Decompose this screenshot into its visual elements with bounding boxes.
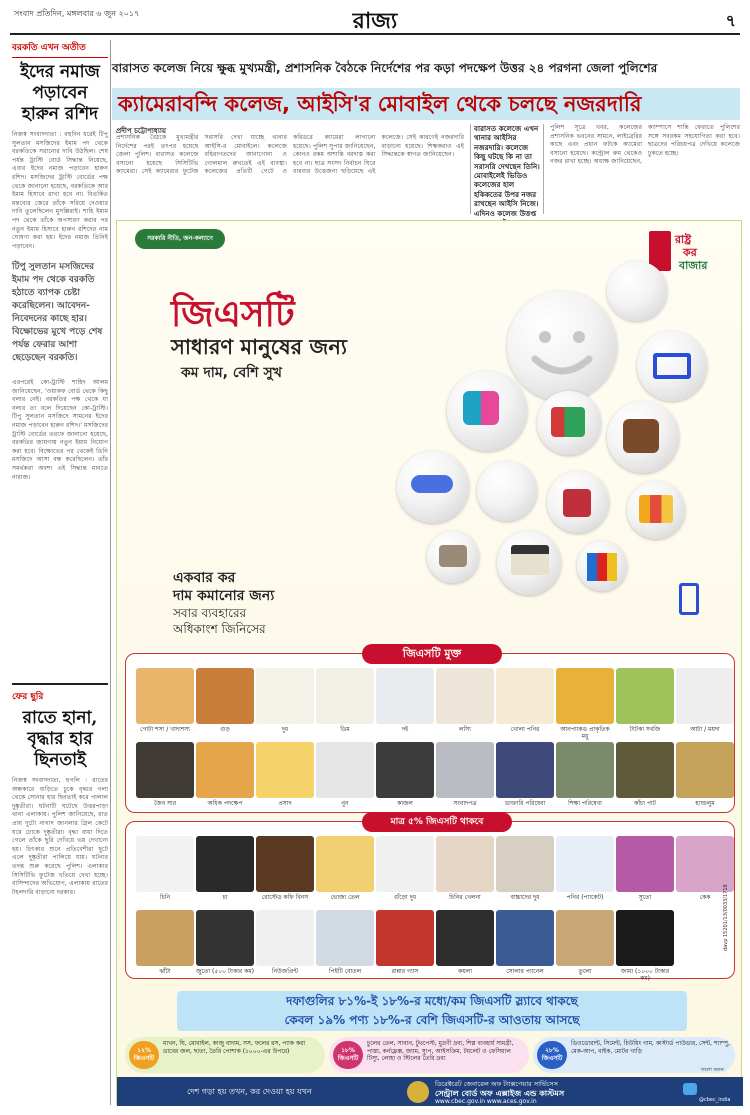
product-caption: কেক — [699, 894, 711, 901]
banner-line-1: দফাগুলির ৮১%-ই ১৮%-র মধ্যে/কম জিএসটি স্ল্যাবে থাকছে — [286, 994, 578, 1008]
product-caption: জৈব সার — [153, 800, 177, 807]
gst-tagline: কম দাম, বেশি সুখ — [181, 365, 282, 381]
davp-code: davp 15201/13/0033/1718 — [723, 884, 729, 951]
product-tile — [136, 910, 194, 984]
product-image — [616, 910, 674, 966]
product-caption: জুতো (৫০০ টাকার কম) — [196, 968, 254, 975]
product-tile — [436, 742, 494, 816]
product-image — [436, 742, 494, 798]
product-caption: চা — [222, 894, 228, 901]
gst-free-section — [125, 647, 735, 813]
product-image — [256, 836, 314, 892]
shoes-icon — [411, 475, 453, 493]
badge-left-text: সরকারি নীতি, জন-কল্যাণে — [147, 235, 213, 242]
product-image — [256, 742, 314, 798]
issue-date: মঙ্গলবার ৬ জুন ২০১৭ — [66, 9, 140, 18]
slab-12-label: ১২% জিএসটি — [129, 1041, 159, 1069]
product-tile — [316, 910, 374, 984]
banner-line-2: কেবল ১৯% পণ্য ১৮%-র বেশি জিএসটি-র আওতায় আসছে — [284, 1013, 580, 1027]
product-tile — [556, 836, 614, 910]
product-caption: ডিম — [340, 726, 350, 733]
product-image — [556, 742, 614, 798]
product-caption: শিক্ষা পরিষেবা — [568, 800, 602, 807]
tv-icon — [653, 353, 691, 379]
lead-headline: ক্যামেরাবন্দি কলেজ, আইসি'র মোবাইল থেকে চলছে নজরদারি — [112, 88, 740, 120]
product-caption: রান্নার গ্যাস — [391, 968, 419, 975]
product-tile — [256, 668, 314, 742]
lead-byline: প্রদীপ চট্টোপাধ্যায় — [116, 127, 167, 135]
product-tile — [256, 742, 314, 816]
product-tile — [496, 668, 554, 742]
puzzle-icon — [563, 489, 591, 517]
product-tile — [256, 836, 314, 910]
twitter-handle: @cbec_india — [699, 1097, 731, 1103]
logo-word-1: রাষ্ট্র — [675, 233, 692, 246]
product-image — [436, 836, 494, 892]
product-image — [496, 910, 554, 966]
footer-org-2: সেন্ট্রাল বোর্ড অফ এক্সাইজ এন্ড কাস্টমস — [435, 1089, 565, 1098]
story1-kicker: বরকতি এখন অতীত — [12, 40, 108, 58]
slab-18 — [329, 1037, 529, 1073]
smiley-icon — [517, 311, 607, 391]
product-caption: বাচ্চাদের দুধ — [510, 894, 540, 901]
product-caption: আটা / ময়দা — [690, 726, 720, 733]
product-image — [316, 910, 374, 966]
product-caption: চিনির খেলনা — [449, 894, 481, 901]
product-tile — [376, 910, 434, 984]
product-image — [556, 910, 614, 966]
product-tile — [676, 742, 734, 816]
product-caption: দুধ — [281, 726, 289, 733]
product-tile — [196, 742, 254, 816]
slogan-line-2: দাম কমানোর জন্য — [173, 588, 275, 604]
paint-tubes-icon — [639, 495, 673, 523]
story2-kicker: ফের ছুরি — [12, 692, 44, 702]
product-image — [376, 836, 434, 892]
product-image — [496, 668, 554, 724]
product-caption: পনির (প্যাকেট) — [566, 894, 604, 901]
product-image — [196, 742, 254, 798]
slab-28-label: ২৮% জিএসটি — [537, 1041, 567, 1069]
product-caption: ঝাঁটা — [159, 968, 171, 975]
story1-body-continued: এরপরেই কো-ট্রাস্টি শাহিদ আলম জানিয়েছেন, 'ওয়াকফ বোর্ড থেকে কিছু বলার নেই। বরকতির পক্ষ থেকে যা বলার তা বলে দিয়েছেন কো-ট্রাস্টি। টিপু সুলতান মসজিদে সামনের ইদের নমাজ পড়াবেন হারুন রশিদ।' মসজিদের ট্রাস্টি বোর্ডের তরফে জানানো হয়েছে, বরকতির জায়গায় নতুন ইমাম নিয়োগ করা হবে। বিক্ষোভের পর থেকেই তিনি মসজিদে আসা বন্ধ করেছিলেন। তাঁর সমর্থকরা অবশ্য এই সিদ্ধান্ত মানতে নারাজ। — [12, 379, 108, 481]
product-tile — [496, 742, 554, 816]
gst-subtitle: সাধারণ মানুষের জন্য — [171, 335, 347, 359]
product-tile — [556, 668, 614, 742]
product-image — [616, 668, 674, 724]
ad-footer — [117, 1067, 743, 1106]
product-caption: দই — [401, 726, 409, 733]
product-tile — [196, 668, 254, 742]
product-tile — [436, 910, 494, 984]
product-image — [616, 836, 674, 892]
lead-strapline: বারাসত কলেজ নিয়ে ক্ষুব্ধ মুখ্যমন্ত্রী, প্রশাসনিক বৈঠকে নির্দেশের পর কড়া পদক্ষেপ উত্তর ২৪ পরগনা জেলা পুলিশের — [112, 61, 658, 75]
lead-callout: বারাসত কলেজে এখন থানার আইসির নজরদারি। কলেজে কিছু ঘটছে কি না তা সরাসরি দেখছেন তিনি। মোবাইলেই ভিডিও কলেজের হাল হকিকতের উপর নজর রাখছেন আইসি নিজে। এদিনও কলেজ উত্তপ্ত — [470, 124, 544, 214]
product-caption: গুড় — [220, 726, 230, 733]
product-tile — [616, 910, 674, 984]
product-caption: রোস্টেড কফি বিনস — [261, 894, 309, 901]
product-caption: টাটকা সবজি — [629, 726, 661, 733]
left-column — [12, 40, 108, 1105]
phone-icon — [679, 583, 699, 615]
footer-org-1: ডিরেক্টরেট জেনারেল অফ ট্যাক্সপেয়ার সার্ভিসেস — [435, 1080, 558, 1088]
product-caption: ডাক্তারি পরিষেবা — [504, 800, 546, 807]
lead-body-continued: পুলিশ সূত্রে খবর, কলেজের প্রশাসনিক ভবনের সামনে, লাইব্রেরির কাছে এবং প্রধান ফটকে ক্যামেরা বসানো হয়েছে। কন্ট্রোল রুম থেকেও নজর রাখা হচ্ছে। অধ্যক্ষ জানিয়েছেন, ক্যাম্পাসে শান্তি ফেরাতে পুলিশের সঙ্গে সবরকম সহযোগিতা করা হবে। ছাত্রদের পরিচয়পত্র দেখিয়ে কলেজে ঢুকতে হচ্ছে। — [550, 124, 740, 166]
product-tile — [556, 742, 614, 816]
product-image — [256, 668, 314, 724]
slogan-line-3: সবার ব্যবহারের — [173, 606, 247, 620]
product-image — [196, 910, 254, 966]
product-caption: গুঁড়ো দুধ — [393, 894, 417, 901]
product-image — [556, 668, 614, 724]
slab-banner — [177, 991, 687, 1031]
product-image — [676, 742, 734, 798]
slab-12-items: মাখন, ঘি, মোবাইল, কাজু বাদাম, সস, ফলের রস, প্যাক করা ডাবের জল, ছাতা, তৈরি পোশাক (১০০০-এর উপরে) — [163, 1040, 306, 1055]
product-image — [256, 910, 314, 966]
product-caption: জামা (১০০০ টাকার কম) — [620, 968, 670, 982]
follow-text: ফলো করুন — [701, 1067, 724, 1073]
slogan-line-4: অধিকাংশ জিনিসের — [173, 622, 266, 636]
product-tile — [436, 836, 494, 910]
product-image — [376, 910, 434, 966]
product-image — [136, 910, 194, 966]
bubble-illustration — [387, 261, 727, 601]
product-image — [136, 668, 194, 724]
product-tile — [556, 910, 614, 984]
product-caption: আনপ্যাকড প্রাকৃতিক মধু — [560, 726, 610, 740]
product-tile — [136, 668, 194, 742]
footer-tagline: দেশ গড়া হয় তখন, কর দেওয়া হয় যখন — [187, 1087, 312, 1096]
twitter-icon — [683, 1083, 697, 1095]
product-tile — [316, 836, 374, 910]
story1-headline: ইদের নমাজ পড়াবেন হারুন রশিদ — [20, 62, 100, 124]
story1-pullquote: টিপু সুলতান মসজিদের ইমাম পদ থেকে বরকতি হঠাতে ব্যাপক চেষ্টা করেছিলেন। আবেদন-নিবেদনের কাছে হার। বিক্ষোভের মুখে পড়ে শেষ পর্যন্ত ফেরার আশা ছেড়েছেন বরকতি। — [12, 262, 103, 363]
product-image — [136, 836, 194, 892]
slab-18-items: চুলের তেল, সাবান, টুথপেস্ট, মুদ্রণী দ্রব্য, শিল্প ব্যবহার্য সামগ্রী, পাস্তা, কর্নফ্লেক্স, জ্যাম, স্যুপ, আইসক্রিম, টয়লেট ও ফেসিয়াল টিস্যু, লোহা ও স্টিলের তৈরি দ্রব্য — [367, 1040, 514, 1063]
product-tile — [376, 742, 434, 816]
product-caption: তুলো — [578, 968, 592, 975]
story1-body: নিজস্ব সংবাদদাতা : বহুদিন ধরেই টিপু সুলতান মসজিদের ইমাম পদ থেকে বরকতিকে সরানোর দাবি উঠছিল। শেষ পর্যন্ত ট্রাস্টি বোর্ড সিদ্ধান্ত নিয়েছে, এবার ইদের নমাজ পড়াবেন হারুন রশিদ। মসজিদের ট্রাস্টি বোর্ডের পক্ষ থেকে জানানো হয়েছে, বরকতিকে আর ইমাম হিসাবে রাখা হবে না। বিতর্কিত মন্তব্যের জেরে তাঁকে সরিয়ে দেওয়ার দাবি তুলেছিলেন মুসল্লিরাই। শাহি ইমাম পদ থেকে তাঁকে অপসারণ করার পর নতুন ইমাম হিসাবে হারুন রশিদের নাম ঘোষণা করা হয়। ইদের নমাজ তিনিই পড়াবেন। — [12, 131, 108, 250]
product-caption: অধিক পদক্ষেপ — [207, 800, 243, 807]
product-caption: কয়লা — [458, 968, 472, 975]
gst-free-title: জিএসটি মুক্ত — [362, 644, 502, 664]
cbec-emblem-icon — [407, 1081, 429, 1103]
product-image — [316, 742, 374, 798]
clothes-icon — [463, 391, 499, 425]
product-caption: গোটা শস্য / খাদ্যশস্য — [140, 726, 190, 733]
product-tile — [496, 910, 554, 984]
product-caption: নুন — [341, 800, 349, 807]
product-caption: সংবাদপত্র — [453, 800, 477, 807]
column-divider — [110, 40, 111, 1105]
product-tile — [616, 836, 674, 910]
slab-18-label: ১৮% জিএসটি — [333, 1041, 363, 1069]
product-tile — [376, 836, 434, 910]
product-tile — [676, 668, 734, 742]
product-tile — [496, 836, 554, 910]
gst-title: জিএসটি — [171, 294, 295, 335]
product-caption: সোলার প্যানেল — [506, 968, 544, 975]
masthead-rule — [10, 33, 740, 35]
product-image — [616, 742, 674, 798]
product-tile — [196, 836, 254, 910]
product-image — [196, 668, 254, 724]
logo-word-2: কর — [683, 246, 697, 259]
product-image — [376, 668, 434, 724]
lead-body: প্রশাসনিক বৈঠকে মুখ্যমন্ত্রীর নির্দেশের পরই তৎপর হয়েছে জেলা পুলিশ। বারাসত কলেজে বসানো হয়েছে সিসিটিভি ক্যামেরা। সেই ক্যামেরার ফুটেজ সরাসরি দেখা যাচ্ছে থানার আইসি-র মোবাইলে। কলেজে বহিরাগতদের আনাগোনা ও গোলমাল রুখতেই এই ব্যবস্থা। কলেজের প্রতিটি গেটে ও করিডরে ক্যামেরা লাগানো হয়েছে। পুলিশ সুপার জানিয়েছেন, কোনও রকম অশান্তি বরদাস্ত করা হবে না। ছাত্র সংসদ নির্বাচন ঘিরে বারবার উত্তেজনা ছড়িয়েছে এই কলেজে। সেই কারণেই নজরদারি বাড়ানো হয়েছে। শিক্ষকরাও এই সিদ্ধান্তকে স্বাগত জানিয়েছেন। — [116, 134, 464, 176]
product-image — [316, 668, 374, 724]
story2-headline: রাতে হানা, বৃদ্ধার হার ছিনতাই — [22, 708, 98, 770]
product-caption: খোলা পনির — [510, 726, 540, 733]
product-tile — [376, 668, 434, 742]
product-tile — [436, 668, 494, 742]
product-image — [136, 742, 194, 798]
product-image — [676, 668, 734, 724]
paper-name: সংবাদ প্রতিদিন, — [14, 9, 65, 18]
section-title: রাজ্য — [352, 8, 398, 34]
product-image — [436, 910, 494, 966]
gst-five-section — [125, 817, 735, 982]
product-caption: চিনি — [159, 894, 171, 901]
product-image — [436, 668, 494, 724]
product-image — [316, 836, 374, 892]
cosmetics-icon — [551, 407, 585, 437]
product-image — [556, 836, 614, 892]
story2-body: নিজস্ব সংবাদদাতা, হুগলি : রাতের অন্ধকারে বাড়িতে ঢুকে বৃদ্ধার গলা থেকে সোনার হার ছিনতাই করে পালাল দুষ্কৃতীরা। ঘটনাটি ঘটেছে উত্তরপাড়া থানা এলাকায়। পুলিশ জানিয়েছে, রাত প্রায় দুটো নাগাদ জানলার গ্রিল কেটে ঘরে ঢোকে দুষ্কৃতীরা। বৃদ্ধা বাধা দিতে গেলে তাঁকে ছুরি দেখিয়ে ভয় দেখানো হয়। চিৎকার শুনে প্রতিবেশীরা ছুটে এলে দুষ্কৃতীরা পালিয়ে যায়। ঘটনার তদন্ত শুরু করেছে পুলিশ। এলাকার সিসিটিভি ফুটেজ খতিয়ে দেখা হচ্ছে। বাসিন্দাদের অভিযোগ, এলাকায় রাতের টহলদারি বাড়ানো দরকার। — [12, 777, 108, 896]
slogan-line-1: একবার কর — [173, 570, 236, 586]
product-caption: ভোজ্য তেল — [330, 894, 360, 901]
product-caption: লস্যি — [459, 726, 471, 733]
footer-website: www.cbec.gov.in www.aces.gov.in — [435, 1098, 537, 1105]
slab-28-items: ডিওডোরান্ট, সিমেন্ট, চিউয়িং গাম, কাস্টার্ড পাউডার, সেন্ট, শ্যাম্পু, মেক-আপ, বাইক, মোটর গাড়ি — [571, 1040, 730, 1055]
product-caption: কাজল — [397, 800, 413, 807]
product-caption: নিউজপ্রিন্ট — [271, 968, 299, 975]
slogan-block — [173, 569, 383, 637]
cans-icon — [587, 553, 617, 581]
product-image — [496, 836, 554, 892]
gst-advertisement — [116, 220, 742, 1105]
product-tile — [616, 668, 674, 742]
remote-icon — [439, 545, 467, 567]
product-image — [196, 836, 254, 892]
product-image — [496, 742, 554, 798]
product-caption: কাঁচা পাট — [634, 800, 656, 807]
product-tile — [196, 910, 254, 984]
product-caption: প্রসাদ — [278, 800, 292, 807]
slab-12 — [125, 1037, 325, 1073]
food-jar-icon — [623, 419, 659, 453]
product-tile — [256, 910, 314, 984]
govt-emblem-badge — [135, 229, 225, 249]
product-tile — [616, 742, 674, 816]
product-tile — [316, 742, 374, 816]
gst-five-title: মাত্র ৫% জিএসটি থাকবে — [362, 812, 512, 832]
books-icon — [511, 545, 549, 575]
product-image — [376, 742, 434, 798]
product-caption: সুতো — [638, 894, 652, 901]
product-tile — [136, 836, 194, 910]
product-caption: হ্যান্ডলুম — [695, 800, 715, 807]
logo-word-3: বাজার — [679, 259, 708, 272]
product-caption: পিইটি বোতল — [328, 968, 362, 975]
product-tile — [316, 668, 374, 742]
product-tile — [136, 742, 194, 816]
page-number: ৭ — [725, 11, 736, 30]
